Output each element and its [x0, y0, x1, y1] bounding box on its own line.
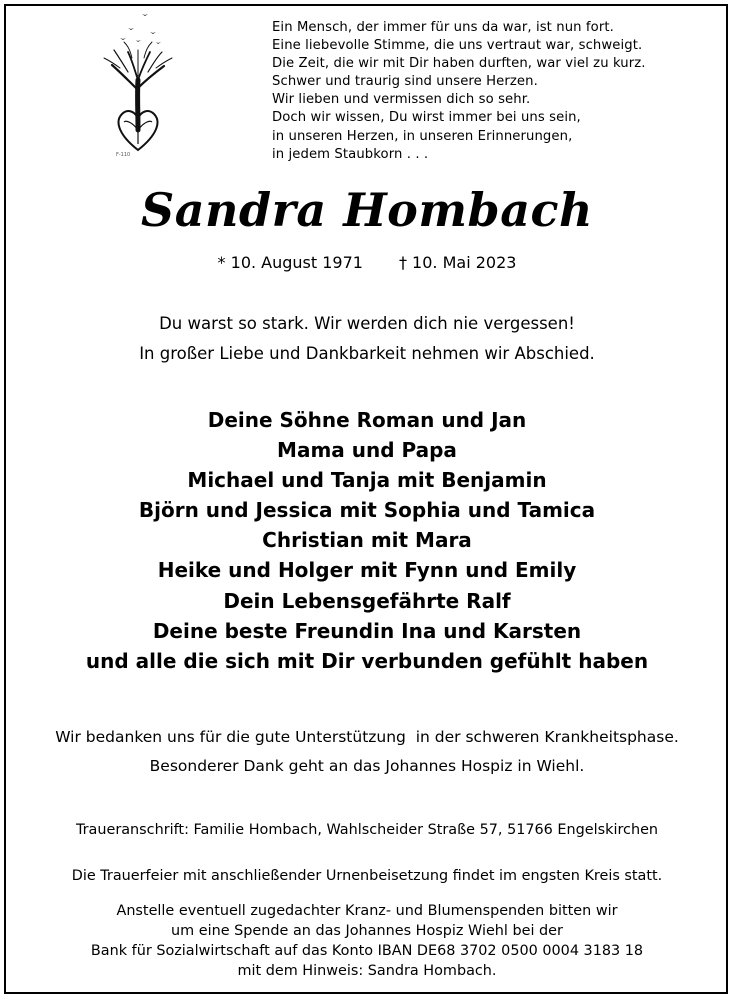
artist-signature: F-110: [116, 152, 131, 158]
birth-date: * 10. August 1971: [217, 253, 363, 272]
donation-request: [0, 901, 734, 981]
mourner-line: Heike und Holger mit Fynn und Emily: [157, 558, 577, 583]
mourner-line: und alle die sich mit Dir verbunden gefühlt haben: [85, 648, 649, 673]
mourning-address: Traueranschrift: Familie Hombach, Wahlscheider Straße 57, 51766 Engelskirchen: [75, 822, 659, 838]
tree-heart-icon: [98, 10, 178, 160]
poem-line: Ein Mensch, der immer für uns da war, ist nun fort.: [272, 20, 614, 35]
poem-line: Die Zeit, die wir mit Dir haben durften, war viel zu kurz.: [272, 56, 646, 72]
quote-line: In großer Liebe und Dankbarkeit nehmen wir Abschied.: [139, 344, 595, 363]
donation-line: Bank für Sozialwirtschaft auf das Konto IBAN DE68 3702 0500 0004 3183 18: [90, 943, 644, 959]
death-date: † 10. Mai 2023: [398, 253, 517, 272]
mourner-line: Michael und Tanja mit Benjamin: [187, 468, 547, 493]
poem-line: Eine liebevolle Stimme, die uns vertraut war, schweigt.: [272, 38, 643, 54]
poem: [272, 19, 646, 164]
mourner-line: Dein Lebensgefährte Ralf: [223, 588, 511, 613]
poem-line: in unseren Herzen, in unseren Erinnerungen,: [272, 128, 573, 144]
thanks-line: Wir bedanken uns für die gute Unterstützung in der schweren Krankheitsphase.: [55, 728, 679, 746]
quote-line: Du warst so stark. Wir werden dich nie vergessen!: [159, 314, 575, 333]
mourner-line: Deine Söhne Roman und Jan: [207, 408, 527, 432]
mourners-list: [0, 405, 734, 676]
poem-line: Doch wir wissen, Du wirst immer bei uns sein,: [272, 110, 581, 126]
donation-line: Anstelle eventuell zugedachter Kranz- und Blumenspenden bitten wir: [116, 903, 618, 919]
mourner-line: Mama und Papa: [277, 438, 457, 463]
farewell-quote: [0, 309, 734, 369]
donation-line: um eine Spende an das Johannes Hospiz Wiehl bei der: [171, 923, 563, 939]
thanks-line: Besonderer Dank geht an das Johannes Hospiz in Wiehl.: [149, 757, 585, 775]
poem-line: Wir lieben und vermissen dich so sehr.: [272, 92, 531, 108]
poem-line: Schwer und traurig sind unsere Herzen.: [272, 74, 538, 90]
deceased-name: Sandra Hombach: [141, 183, 593, 237]
mourner-line: Björn und Jessica mit Sophia und Tamica: [138, 498, 596, 523]
acknowledgement: [0, 723, 734, 781]
mourner-line: Deine beste Freundin Ina und Karsten: [152, 618, 582, 643]
mourner-line: Christian mit Mara: [262, 528, 472, 553]
donation-line: mit dem Hinweis: Sandra Hombach.: [237, 963, 497, 979]
life-dates: [0, 253, 734, 272]
ceremony-info: Die Trauerfeier mit anschließender Urnenbeisetzung findet im engsten Kreis statt.: [71, 868, 663, 884]
poem-line: in jedem Staubkorn . . .: [272, 146, 429, 162]
